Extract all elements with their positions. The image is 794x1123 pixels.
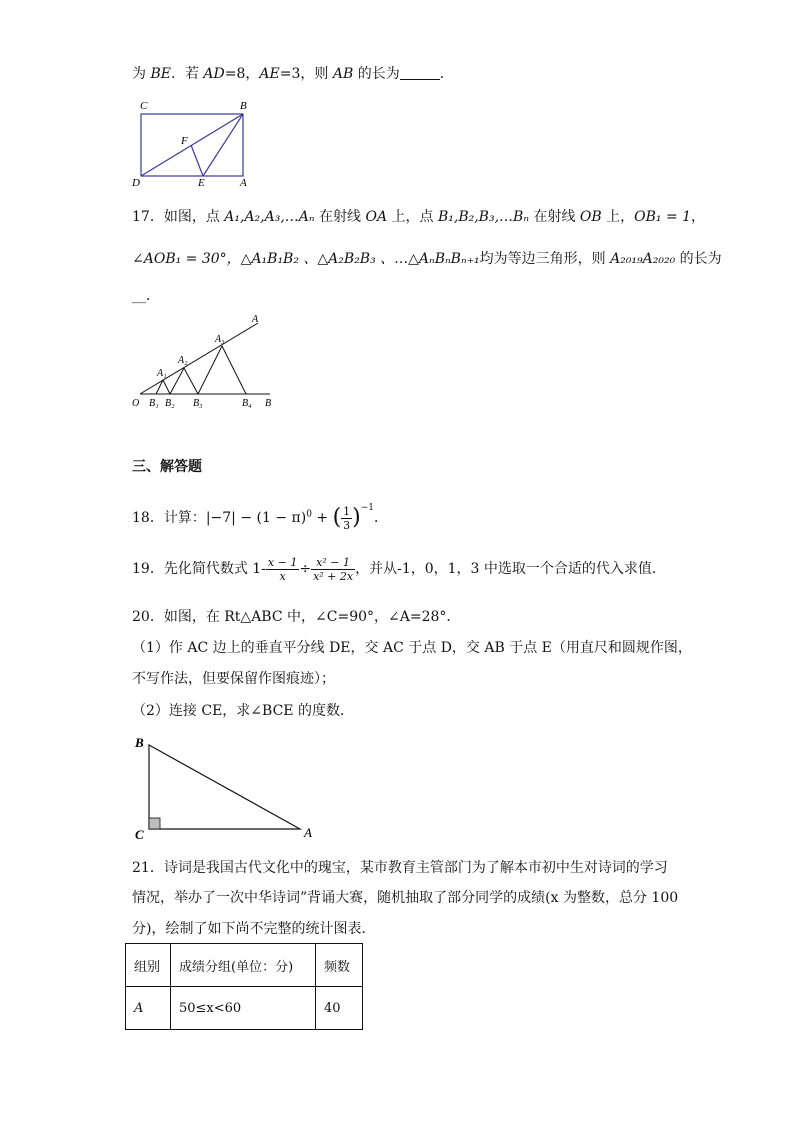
q18-text: 18．计算： xyxy=(132,510,206,526)
q16-answer-blank[interactable] xyxy=(400,65,440,80)
q17-triangle-1 xyxy=(156,380,170,394)
q17-label-b3: B₃ xyxy=(193,398,203,409)
q17-line-2 xyxy=(132,249,722,269)
q16-diagonal-db xyxy=(141,114,243,176)
q17-points-a: A₁,A₂,A₃,…Aₙ xyxy=(224,209,315,225)
q19-fraction-2 xyxy=(311,556,355,583)
q17-text: 的长为 xyxy=(675,251,722,267)
table-cell: A xyxy=(126,987,171,1030)
table-cell: 40 xyxy=(316,987,363,1030)
q17-triangles: ，△A₁B₁B₂ 、△A₂B₂B₃ 、…△AₙBₙBₙ₊₁ xyxy=(226,251,480,267)
q21-line-1: 21．诗词是我国古代文化中的瑰宝，某市教育主管部门为了解本市初中生对诗词的学习 xyxy=(132,860,668,876)
q20-label-c: C xyxy=(135,827,144,842)
q19-text: 19．先化简代数式 1- xyxy=(132,561,266,577)
q17-points-b: B₁,B₂,B₃,…Bₙ xyxy=(437,209,529,225)
q16-segment-fe xyxy=(191,145,203,176)
q17-text: 上， xyxy=(601,209,635,225)
q16-label-d: D xyxy=(132,177,140,189)
table-header-cell: 组别 xyxy=(126,944,171,987)
q17-label-a1: A₁ xyxy=(157,368,167,379)
q16-label-b: B xyxy=(240,100,247,112)
q16-label-e: E xyxy=(198,177,205,189)
q16-question-line xyxy=(132,64,454,84)
q17-ray-ob: OB xyxy=(579,209,602,225)
q18-exp0: 0 xyxy=(306,509,312,520)
q17-line-1 xyxy=(132,207,705,227)
q18-numerator: 1 xyxy=(343,504,351,518)
q17-text: 均为等边三角形，则 xyxy=(479,251,611,267)
q16-ad: AD xyxy=(203,66,225,82)
q21-line-3: 分)，绘制了如下尚不完整的统计图表． xyxy=(132,921,376,937)
q18-denominator: 3 xyxy=(343,518,351,532)
q17-figure xyxy=(128,310,288,410)
q20-label-b: B xyxy=(135,735,144,750)
table-cell: 50≤x<60 xyxy=(171,987,316,1030)
q17-ray-oa: OA xyxy=(365,209,388,225)
q20-label-a: A xyxy=(304,825,312,840)
q19-fraction-1 xyxy=(266,556,299,583)
q18-text: ． xyxy=(374,510,389,526)
q18-expression: 18．计算：$|-7| - (1 - \pi)^0$ + ( $\frac{1}{3}$ )$^{-1}$． xyxy=(132,503,389,532)
q20-triangle xyxy=(149,745,300,829)
table-header-cell: 频数 xyxy=(316,944,363,987)
q19-f2-denominator: x² + 2x xyxy=(313,569,354,583)
q17-label-o: O xyxy=(132,398,140,409)
q16-ae-value: =3，则 xyxy=(279,66,333,82)
q19-f1-denominator: x xyxy=(279,569,286,583)
q19-f2-numerator: x² − 1 xyxy=(311,556,355,570)
q16-text: 为 xyxy=(132,66,151,82)
table-row xyxy=(126,987,363,1030)
q16-be: BE xyxy=(150,66,171,82)
q16-figure xyxy=(128,96,268,191)
q17-triangle-3 xyxy=(198,346,246,394)
q16-ae: AE xyxy=(259,66,280,82)
q20-line-4: （2）连接 CE，求∠BCE 的度数． xyxy=(132,703,354,719)
table-header-cell: 成绩分组(单位：分) xyxy=(171,944,316,987)
q20-line-1: 20．如图，在 Rt△ABC 中，∠C=90°，∠A=28°． xyxy=(132,609,461,625)
q16-text: 的长为 xyxy=(353,66,400,82)
q17-answer-blank[interactable]: __． xyxy=(132,288,160,304)
q20-line-2: （1）作 AC 边上的垂直平分线 DE，交 AC 于点 D，交 AB 于点 E（用直尺和圆规作图， xyxy=(132,640,692,656)
q19-divide: ÷ xyxy=(299,561,312,577)
q16-segment-be xyxy=(203,114,243,176)
q19-f1-numerator: x − 1 xyxy=(267,555,298,569)
q16-ab: AB xyxy=(332,66,354,82)
q17-label-b4: B₄ xyxy=(242,398,252,409)
q17-angle: ∠AOB₁ = 30° xyxy=(132,251,227,267)
q19-text: ，并从-1，0，1，3 中选取一个合适的代入求值． xyxy=(355,561,666,577)
q17-label-a: A xyxy=(252,314,259,325)
q17-label-a2: A₂ xyxy=(178,355,188,366)
q16-text: ．若 xyxy=(170,66,204,82)
table-header-row xyxy=(126,944,363,987)
section-heading: 三、解答题 xyxy=(132,459,202,475)
q18-plus: + xyxy=(311,510,333,526)
q20-figure xyxy=(130,733,330,843)
q17-triangle-2 xyxy=(170,368,198,394)
q16-label-c: C xyxy=(140,100,148,112)
q17-text: 上，点 xyxy=(387,209,438,225)
q16-label-f: F xyxy=(181,135,188,147)
q17-label-a3: A₃ xyxy=(215,334,225,345)
q17-segment: A₂₀₁₉A₂₀₂₀ xyxy=(610,251,676,267)
q18-paren: − (1 − π) xyxy=(235,510,307,526)
q18-abs: |−7| xyxy=(205,510,236,526)
q20-right-angle-mark xyxy=(149,818,160,829)
q17-label-b2: B₂ xyxy=(165,398,175,409)
q17-text: 17．如图，点 xyxy=(132,209,225,225)
q17-ob1: OB₁ = 1 xyxy=(634,209,692,225)
q18-fraction xyxy=(341,505,352,532)
q16-label-a: A xyxy=(240,177,247,189)
q17-text: ， xyxy=(691,209,706,225)
q17-text: 在射线 xyxy=(314,209,366,225)
q17-label-b1: B₁ xyxy=(149,398,159,409)
q19-question xyxy=(132,552,666,586)
q20-line-3: 不写作法，但要保留作图痕迹）； xyxy=(132,671,335,687)
q17-label-b: B xyxy=(265,398,272,409)
q21-frequency-table xyxy=(125,943,363,1030)
q21-line-2: 情况，举办了一次中华诗词”背诵大赛，随机抽取了部分同学的成绩(x 为整数，总分 100 xyxy=(132,890,679,906)
q16-ad-value: =8， xyxy=(224,66,260,82)
q18-exp: −1 xyxy=(360,503,375,513)
q17-text: 在射线 xyxy=(529,209,580,225)
q16-text: ． xyxy=(439,66,454,82)
